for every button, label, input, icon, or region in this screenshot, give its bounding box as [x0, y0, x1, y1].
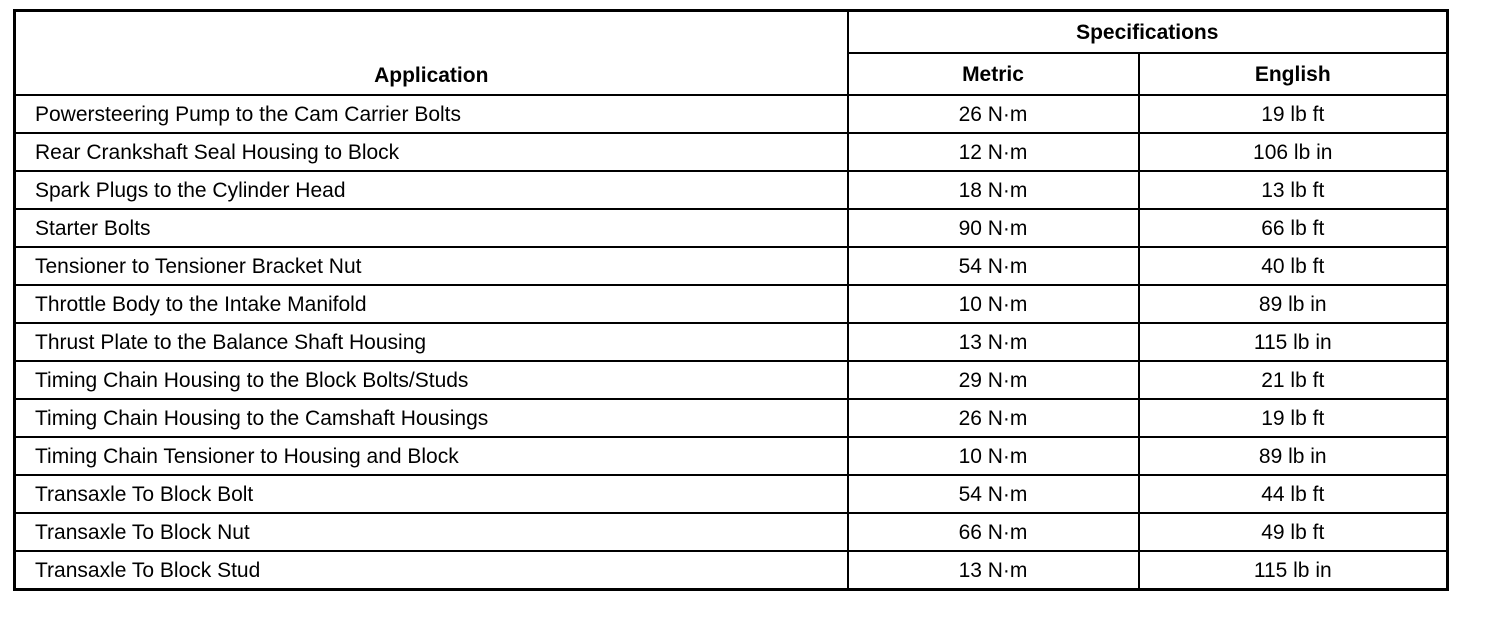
table-row — [15, 247, 1448, 285]
application-cell: Timing Chain Tensioner to Housing and Block — [15, 437, 848, 475]
application-cell: Transaxle To Block Stud — [15, 551, 848, 590]
application-cell: Powersteering Pump to the Cam Carrier Bolts — [15, 95, 848, 133]
english-value-cell: 66 lb ft — [1139, 209, 1448, 247]
table-row — [15, 209, 1448, 247]
application-cell: Spark Plugs to the Cylinder Head — [15, 171, 848, 209]
specifications-group-header: Specifications — [848, 11, 1448, 54]
english-value-cell: 49 lb ft — [1139, 513, 1448, 551]
application-cell: Transaxle To Block Nut — [15, 513, 848, 551]
english-value-cell: 89 lb in — [1139, 437, 1448, 475]
english-value-cell: 19 lb ft — [1139, 399, 1448, 437]
metric-value-cell: 54 N·m — [848, 247, 1139, 285]
table-row — [15, 551, 1448, 590]
table-row — [15, 361, 1448, 399]
metric-column-header: Metric — [848, 53, 1139, 95]
metric-value-cell: 12 N·m — [848, 133, 1139, 171]
application-cell: Timing Chain Housing to the Camshaft Housings — [15, 399, 848, 437]
application-column-header: Application — [15, 11, 848, 96]
metric-value-cell: 18 N·m — [848, 171, 1139, 209]
table-row — [15, 95, 1448, 133]
english-value-cell: 40 lb ft — [1139, 247, 1448, 285]
table-header — [15, 11, 1448, 96]
english-value-cell: 106 lb in — [1139, 133, 1448, 171]
application-cell: Timing Chain Housing to the Block Bolts/Studs — [15, 361, 848, 399]
metric-value-cell: 54 N·m — [848, 475, 1139, 513]
metric-value-cell: 10 N·m — [848, 437, 1139, 475]
application-cell: Rear Crankshaft Seal Housing to Block — [15, 133, 848, 171]
application-cell: Tensioner to Tensioner Bracket Nut — [15, 247, 848, 285]
metric-value-cell: 13 N·m — [848, 551, 1139, 590]
table-row — [15, 513, 1448, 551]
table-row — [15, 133, 1448, 171]
english-value-cell: 19 lb ft — [1139, 95, 1448, 133]
english-value-cell: 13 lb ft — [1139, 171, 1448, 209]
english-column-header: English — [1139, 53, 1448, 95]
application-cell: Throttle Body to the Intake Manifold — [15, 285, 848, 323]
metric-value-cell: 10 N·m — [848, 285, 1139, 323]
table-row — [15, 475, 1448, 513]
table-body — [15, 95, 1448, 590]
table-row — [15, 285, 1448, 323]
english-value-cell: 89 lb in — [1139, 285, 1448, 323]
metric-value-cell: 29 N·m — [848, 361, 1139, 399]
table-row — [15, 323, 1448, 361]
application-cell: Transaxle To Block Bolt — [15, 475, 848, 513]
table-row — [15, 399, 1448, 437]
metric-value-cell: 13 N·m — [848, 323, 1139, 361]
english-value-cell: 44 lb ft — [1139, 475, 1448, 513]
application-cell: Thrust Plate to the Balance Shaft Housing — [15, 323, 848, 361]
table-row — [15, 437, 1448, 475]
english-value-cell: 115 lb in — [1139, 551, 1448, 590]
english-value-cell: 115 lb in — [1139, 323, 1448, 361]
application-cell: Starter Bolts — [15, 209, 848, 247]
metric-value-cell: 26 N·m — [848, 95, 1139, 133]
table-row — [15, 171, 1448, 209]
metric-value-cell: 90 N·m — [848, 209, 1139, 247]
torque-specifications-table — [13, 9, 1449, 591]
metric-value-cell: 26 N·m — [848, 399, 1139, 437]
metric-value-cell: 66 N·m — [848, 513, 1139, 551]
english-value-cell: 21 lb ft — [1139, 361, 1448, 399]
